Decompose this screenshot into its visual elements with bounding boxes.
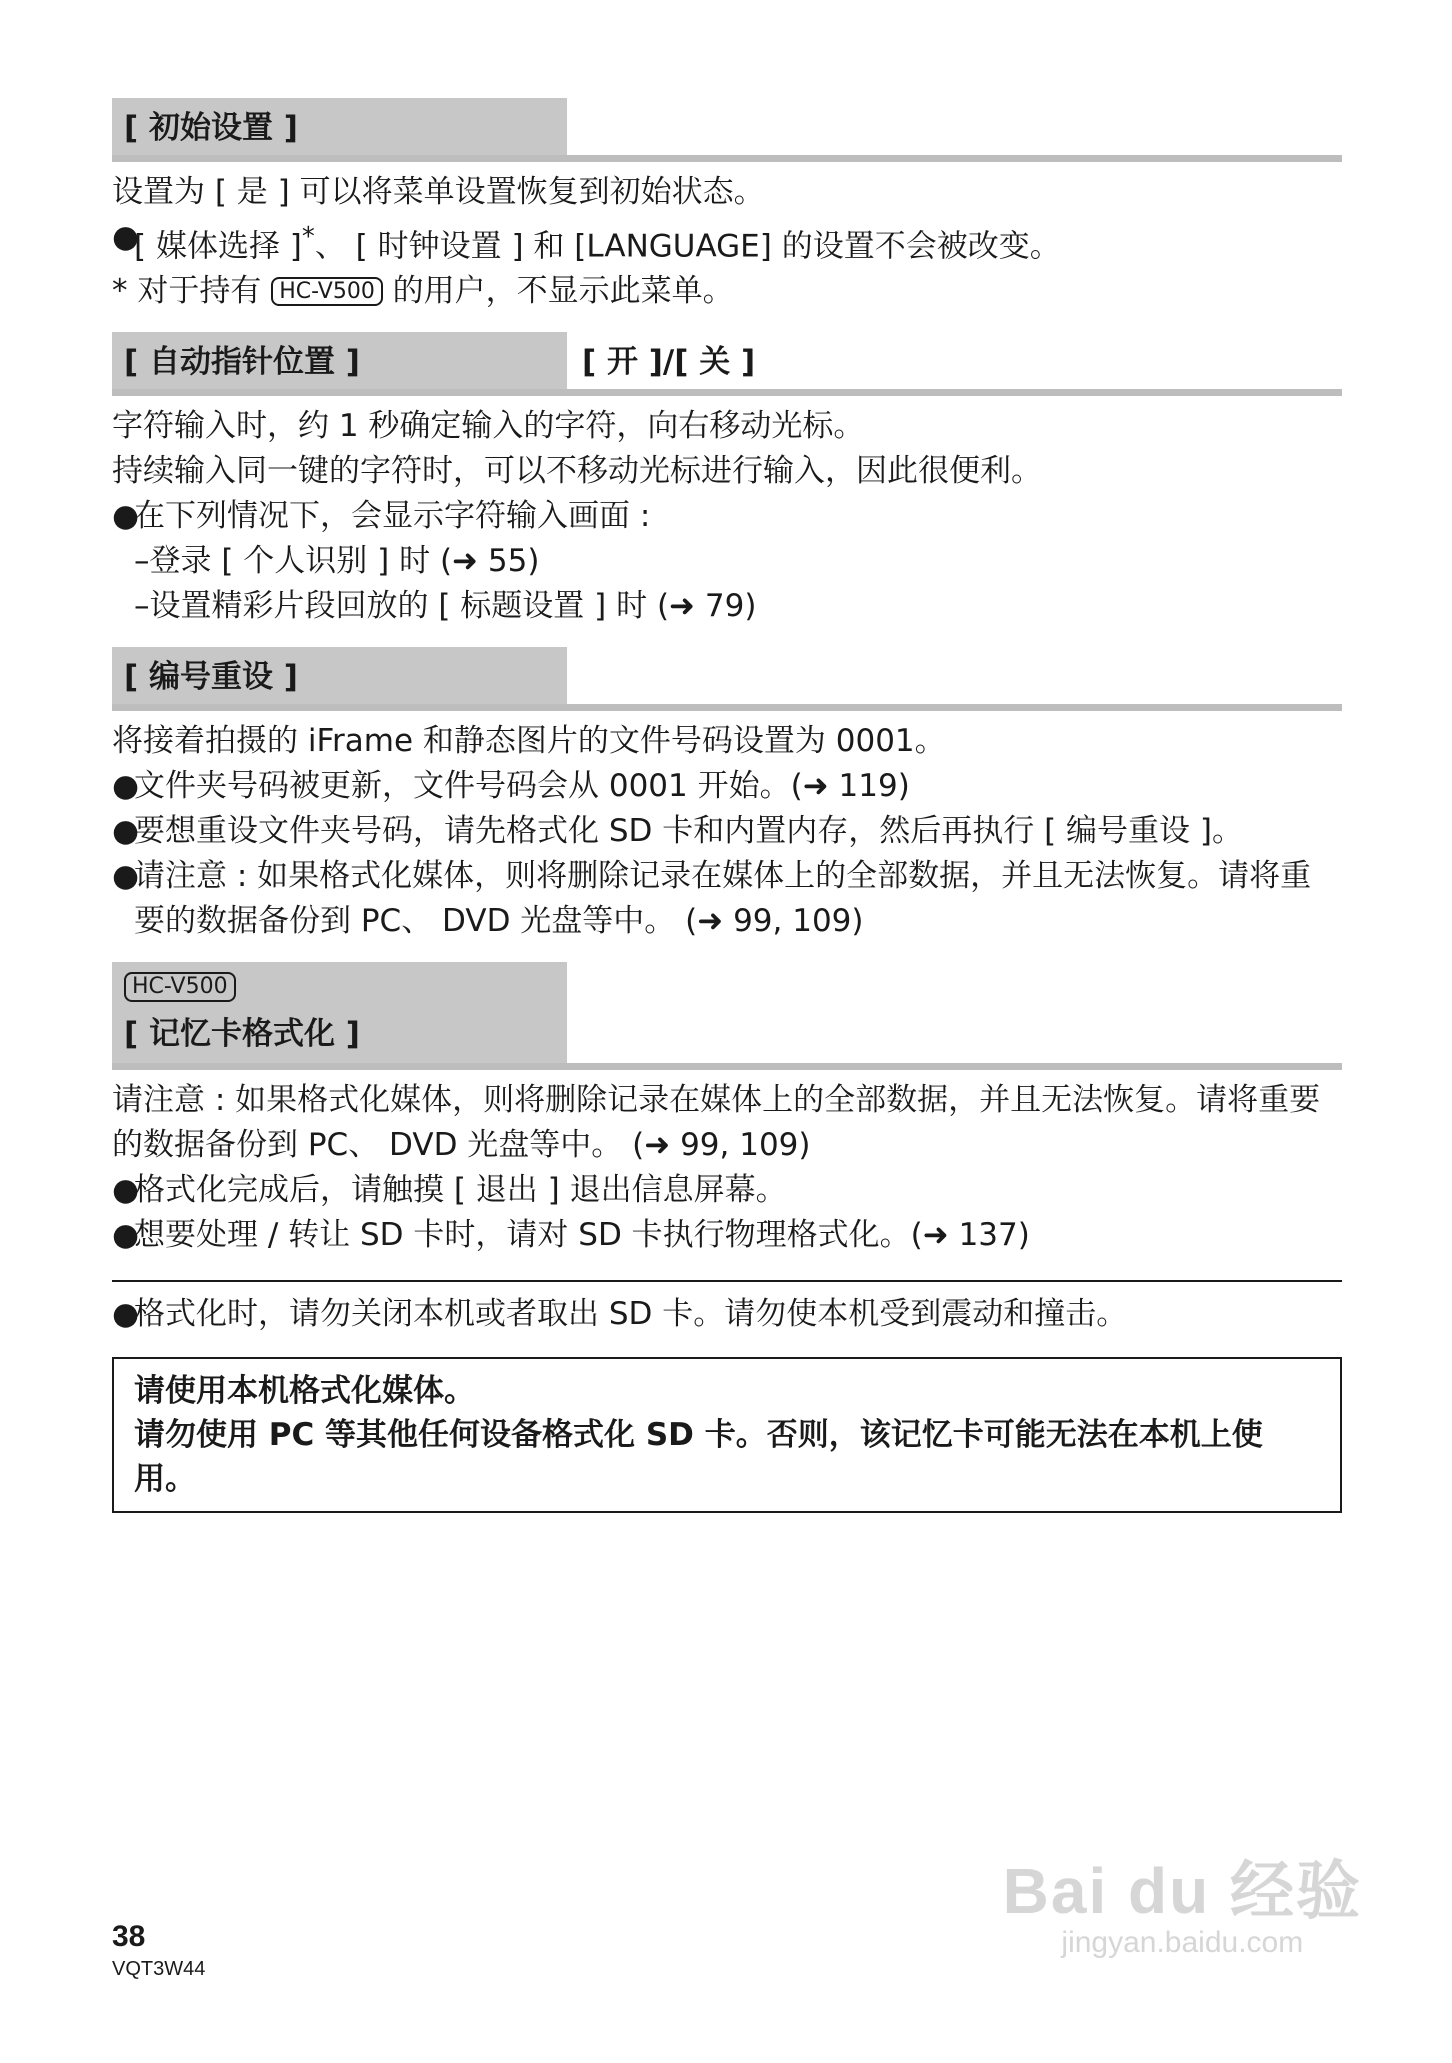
bullet-icon: ● [112, 219, 140, 255]
bullet-icon: ● [112, 813, 140, 850]
bullet-icon: ● [112, 498, 140, 535]
watermark-brand: Bai du 经验 [1002, 1855, 1362, 1927]
header-rule [112, 389, 1342, 396]
bullet-text: 请注意 : 如果格式化媒体，则将删除记录在媒体上的全部数据，并且无法恢复。请将重要的数据备份到 PC、 DVD 光盘等中。 (➜ 99, 109) [134, 858, 1312, 940]
bullet-icon: ● [112, 1172, 140, 1209]
footnote-text: 的用户，不显示此菜单。 [382, 273, 734, 310]
section-title: [ 编号重设 ] [124, 659, 298, 696]
manual-page [112, 98, 1342, 1513]
sub-item: –设置精彩片段回放的 [ 标题设置 ] 时 (➜ 79) [134, 588, 757, 625]
page-number: 38 [112, 1920, 146, 1953]
list-item [112, 764, 1342, 809]
header-rule [112, 155, 1342, 162]
bullet-text: 在下列情况下，会显示字符输入画面 : [134, 498, 651, 535]
bullet-text: 、 [ 时钟设置 ] 和 [LANGUAGE] 的设置不会被改变。 [314, 228, 1061, 265]
section-body-numreset [112, 719, 1342, 944]
section-title: [ 初始设置 ] [124, 110, 298, 146]
bullet-text: 格式化时，请勿关闭本机或者取出 SD 卡。请勿使本机受到震动和撞击。 [134, 1296, 1128, 1333]
setting-options: [ 开 ]/[ 关 ] [582, 344, 756, 381]
important-note-box [112, 1357, 1342, 1513]
model-badge: HC-V500 [271, 277, 383, 306]
section-body-format [112, 1078, 1342, 1258]
model-badge: HC-V500 [124, 972, 236, 1002]
sub-item: –登录 [ 个人识别 ] 时 (➜ 55) [134, 543, 540, 580]
header-rule [112, 704, 1342, 711]
list-item [112, 1292, 1342, 1337]
warning-section [112, 1292, 1342, 1337]
bullet-icon: ● [112, 768, 140, 805]
note-line: 请勿使用 PC 等其他任何设备格式化 SD 卡。否则，该记忆卡可能无法在本机上使用。 [134, 1417, 1263, 1498]
section-header-autocursor [112, 332, 1342, 396]
list-item [112, 1213, 1342, 1258]
list-item [112, 1168, 1342, 1213]
note-line: 请使用本机格式化媒体。 [134, 1373, 475, 1410]
watermark [1003, 1840, 1362, 1960]
footnote [112, 269, 1342, 314]
list-item [112, 809, 1342, 854]
paragraph: 字符输入时，约 1 秒确定输入的字符，向右移动光标。 [112, 408, 865, 445]
divider [112, 1280, 1342, 1282]
section-body-reset [112, 170, 1342, 314]
section-header-format [112, 962, 1342, 1070]
paragraph: 请注意 : 如果格式化媒体，则将删除记录在媒体上的全部数据，并且无法恢复。请将重要的数据备份到 PC、 DVD 光盘等中。 (➜ 99, 109) [112, 1082, 1321, 1164]
section-body-autocursor [112, 404, 1342, 629]
bullet-text: 想要处理 / 转让 SD 卡时，请对 SD 卡执行物理格式化。(➜ 137) [134, 1217, 1030, 1254]
footnote-text: * 对于持有 [112, 273, 272, 310]
paragraph: 持续输入同一键的字符时，可以不移动光标进行输入，因此很便利。 [112, 453, 1042, 490]
paragraph: 将接着拍摄的 iFrame 和静态图片的文件号码设置为 0001。 [112, 723, 946, 760]
watermark-url: jingyan.baidu.com [1061, 1926, 1304, 1959]
section-header-reset [112, 98, 1342, 162]
bullet-text: [ 媒体选择 ] [134, 228, 302, 265]
footnote-mark: * [301, 222, 315, 252]
list-item [112, 215, 1342, 269]
header-rule [112, 1063, 1342, 1070]
bullet-icon: ● [112, 1296, 140, 1333]
bullet-icon: ● [112, 858, 140, 895]
section-title: [ 记忆卡格式化 ] [124, 1016, 360, 1053]
list-item [112, 494, 1342, 539]
bullet-text: 文件夹号码被更新，文件号码会从 0001 开始。(➜ 119) [134, 768, 910, 805]
paragraph: 设置为 [ 是 ] 可以将菜单设置恢复到初始状态。 [112, 174, 765, 210]
section-header-numreset [112, 647, 1342, 711]
document-code: VQT3W44 [112, 1958, 206, 1980]
bullet-text: 要想重设文件夹号码，请先格式化 SD 卡和内置内存，然后再执行 [ 编号重设 ]。 [134, 813, 1244, 850]
section-title: [ 自动指针位置 ] [124, 344, 360, 381]
list-item [112, 854, 1342, 944]
bullet-icon: ● [112, 1217, 140, 1254]
bullet-text: 格式化完成后，请触摸 [ 退出 ] 退出信息屏幕。 [134, 1172, 787, 1209]
